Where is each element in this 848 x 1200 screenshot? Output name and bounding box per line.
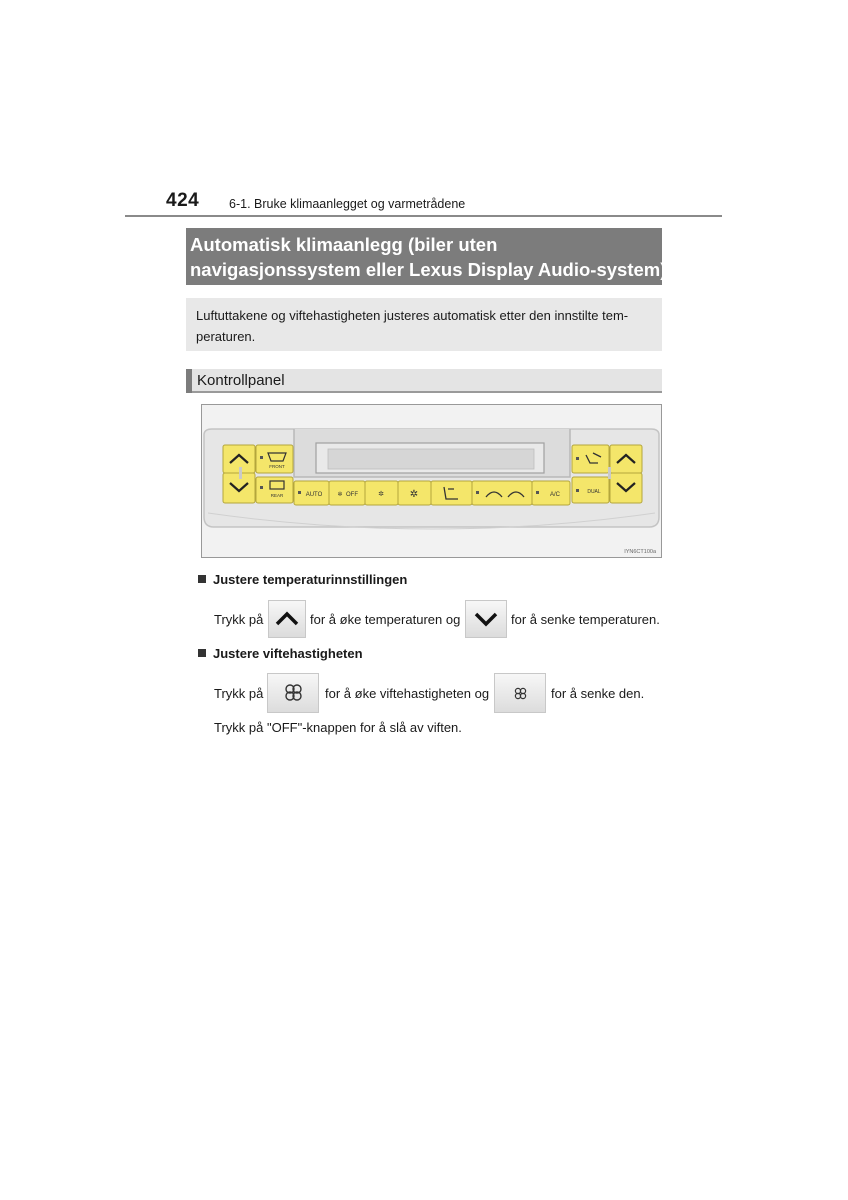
fan-heading [198,646,363,661]
auto-label: AUTO [305,492,323,498]
rear-label: REAR [270,493,284,498]
page-number: 424 [166,190,200,211]
fan-off-button [329,481,365,505]
right-temp-up-button [610,445,642,473]
temperature-text-after: for å senke temperaturen. [511,612,660,627]
intro-line-1: Luftuttakene og viftehastigheten justeres automatisk etter den innstilte tem- [196,308,629,323]
intro-line-2: peraturen. [196,329,256,344]
rear-defog-button [256,477,293,503]
display-inner [328,449,534,469]
svg-text:✲: ✲ [409,489,419,500]
air-intake-button [472,481,532,505]
off-label: OFF [346,492,358,498]
dual-button [572,477,609,503]
chevron-down-icon [465,600,507,638]
right-temp-down-button [610,473,642,503]
intro-box [186,298,662,351]
temperature-heading [198,572,407,587]
passenger-seat-button [572,445,609,473]
auto-button [294,481,329,505]
front-label: FRONT [269,464,285,469]
chapter-title-line-1: Automatisk klimaanlegg (biler uten [190,234,498,255]
front-defog-button [256,445,293,473]
fan-down-button [365,481,398,505]
ac-button [532,481,570,505]
right-divider [608,467,611,479]
temperature-text-middle: for å øke temperaturen og [310,612,461,627]
fan-up-button [398,481,431,505]
temperature-text-before: Trykk på [214,612,264,627]
fan-heading-text: Justere viftehastigheten [213,646,363,661]
left-divider [239,467,242,479]
svg-text:✲: ✲ [337,492,343,498]
control-panel-illustration [201,404,662,558]
fan-text-middle: for å øke viftehastigheten og [325,686,490,701]
ac-label: A/C [549,492,561,498]
bullet-square-icon [198,575,206,583]
dual-label: DUAL [587,489,601,495]
chapter-title-line-2: navigasjonssystem eller Lexus Display Audio-system) [190,259,667,280]
subheading-text: Kontrollpanel [197,372,285,389]
fan-text-before: Trykk på [214,686,264,701]
fan-high-icon [267,673,319,713]
fan-text-after: for å senke den. [551,686,645,701]
section-title: 6-1. Bruke klimaanlegget og varmetrådene [229,197,466,211]
fan-low-icon [494,673,546,713]
chapter-title [186,228,667,285]
subheading-marker [186,369,192,393]
airflow-mode-button [431,481,472,505]
svg-text:✲: ✲ [378,491,384,498]
bullet-square-icon [198,649,206,657]
off-note: Trykk på "OFF"-knappen for å slå av viften. [214,720,462,735]
subheading-bar [186,369,662,393]
chevron-up-icon [268,600,306,638]
temperature-heading-text: Justere temperaturinnstillingen [213,572,408,587]
image-code: IYN6CT100a [624,549,656,555]
header-rule [125,215,722,217]
